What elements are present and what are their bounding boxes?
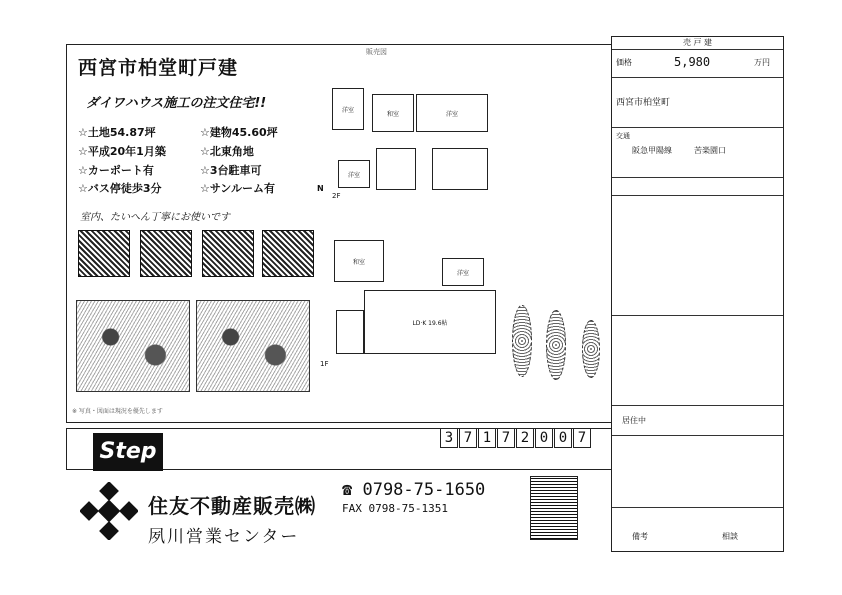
garden-photo bbox=[196, 300, 310, 392]
land-info-block bbox=[612, 195, 783, 316]
traffic-label: 交通 bbox=[616, 132, 630, 140]
feature-item: ☆平成20年1月築 bbox=[78, 145, 166, 158]
property-number-digit: 0 bbox=[535, 428, 553, 448]
address-row bbox=[612, 77, 783, 128]
floor-label: 1F bbox=[320, 360, 329, 368]
interior-photo bbox=[140, 230, 192, 277]
station-name: 苦楽園口 bbox=[694, 146, 726, 155]
company-logo-icon bbox=[80, 482, 138, 540]
delivery-value: 相談 bbox=[722, 532, 738, 541]
company-name: 住友不動産販売㈱ bbox=[148, 494, 316, 518]
room: 洋室 bbox=[416, 94, 488, 132]
page-title: 西宮市柏堂町戸建 bbox=[78, 57, 239, 79]
traffic-row bbox=[612, 127, 783, 178]
property-number-digit: 1 bbox=[478, 428, 496, 448]
feature-item: ☆北東角地 bbox=[200, 145, 254, 158]
property-number-digit: 7 bbox=[459, 428, 477, 448]
interior-photo bbox=[78, 230, 130, 277]
office-name: 夙川営業センター bbox=[148, 527, 300, 547]
floor-label: 2F bbox=[332, 192, 341, 200]
category-header: 売 戸 建 bbox=[612, 37, 783, 50]
tree-illustration bbox=[582, 320, 600, 378]
room: 洋室 bbox=[442, 258, 484, 286]
note-text: 室内、たいへん丁寧にお使いです bbox=[80, 212, 230, 223]
property-number-digit: 7 bbox=[497, 428, 515, 448]
feature-item: ☆建物45.60坪 bbox=[200, 126, 278, 139]
tree-illustration bbox=[512, 305, 532, 377]
room: 和室 bbox=[334, 240, 384, 282]
floorplan-1f bbox=[320, 240, 509, 372]
room: 洋室 bbox=[332, 88, 364, 130]
property-number-digit: 2 bbox=[516, 428, 534, 448]
property-number-digit: 0 bbox=[554, 428, 572, 448]
floorplan-2f bbox=[332, 88, 492, 198]
room bbox=[336, 310, 364, 354]
price-label: 価格 bbox=[616, 58, 632, 67]
feature-item: ☆3台駐車可 bbox=[200, 164, 262, 177]
equipment-block bbox=[612, 435, 783, 508]
price-row bbox=[612, 49, 783, 78]
status-value: 居住中 bbox=[622, 416, 646, 425]
interior-photo bbox=[262, 230, 314, 277]
price-value: 5,980 bbox=[674, 55, 711, 69]
price-unit: 万円 bbox=[754, 58, 770, 67]
remarks-label: 備考 bbox=[632, 532, 648, 541]
room: 洋室 bbox=[338, 160, 370, 188]
remarks-row bbox=[612, 507, 783, 551]
building-info-block bbox=[612, 315, 783, 406]
property-number-digit: 3 bbox=[440, 428, 458, 448]
room: 和室 bbox=[372, 94, 414, 132]
caption: ※ 写真・図面は現況を優先します bbox=[72, 408, 163, 415]
feature-item: ☆バス停徒歩3分 bbox=[78, 182, 162, 195]
feature-item: ☆カーポート有 bbox=[78, 164, 154, 177]
property-number bbox=[440, 427, 592, 448]
feature-item: ☆土地54.87坪 bbox=[78, 126, 156, 139]
address: 西宮市柏堂町 bbox=[616, 98, 671, 108]
fax-number: FAX 0798-75-1351 bbox=[342, 502, 448, 515]
property-number-digit: 7 bbox=[573, 428, 591, 448]
phone-number: ☎ 0798-75-1650 bbox=[342, 480, 486, 500]
room bbox=[432, 148, 488, 190]
compass-north-icon: N bbox=[317, 184, 324, 193]
railway-line: 阪急甲陽線 bbox=[632, 146, 672, 155]
stamp-area bbox=[530, 476, 578, 540]
ldk-room: LD·K 19.6帖 bbox=[364, 290, 496, 354]
exterior-photo bbox=[76, 300, 190, 392]
detail-row bbox=[612, 177, 783, 196]
tree-illustration bbox=[546, 310, 566, 380]
interior-photo bbox=[202, 230, 254, 277]
step-logo: Step bbox=[93, 433, 163, 471]
property-detail-panel bbox=[611, 36, 784, 552]
feature-item: ☆サンルーム有 bbox=[200, 182, 276, 195]
status-row bbox=[612, 405, 783, 436]
subtitle: ダイワハウス施工の注文住宅!! bbox=[86, 96, 267, 111]
sheet-label: 販売図 bbox=[366, 48, 387, 56]
room bbox=[376, 148, 416, 190]
